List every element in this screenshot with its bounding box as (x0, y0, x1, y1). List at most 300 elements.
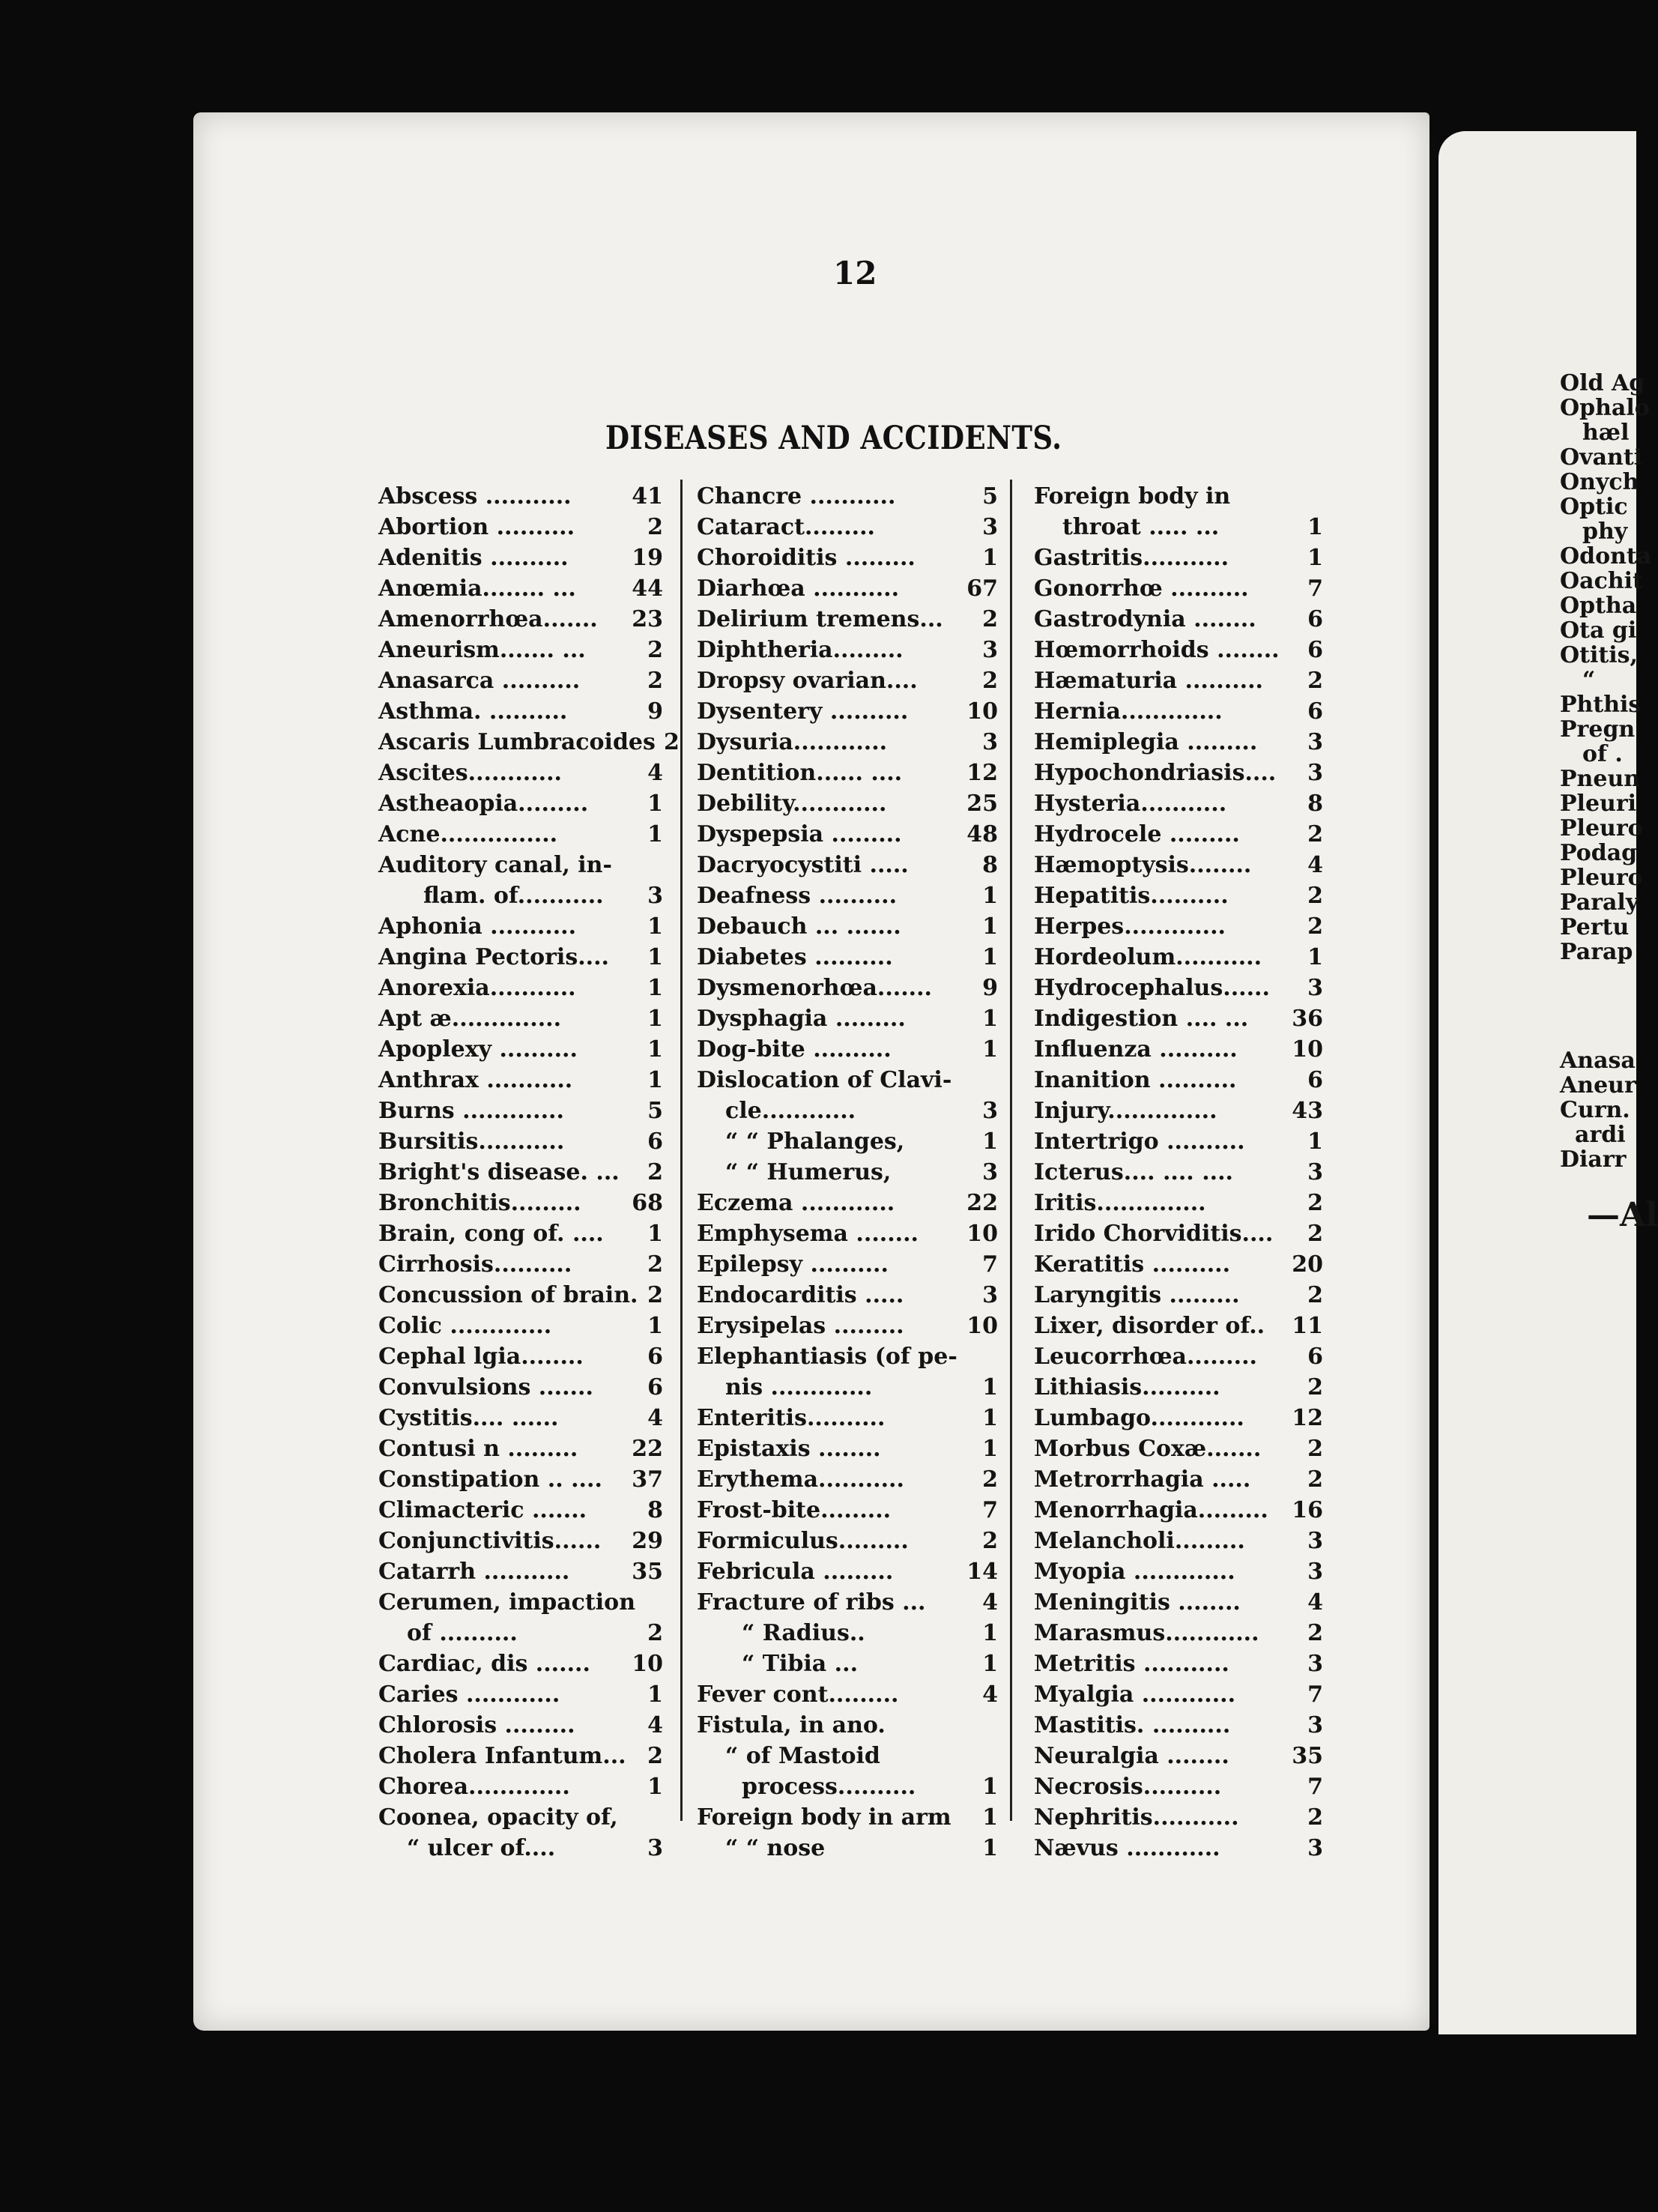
case-count: 3 (1307, 1159, 1323, 1185)
disease-name: Hysteria........... (1034, 791, 1227, 817)
disease-entry (697, 1065, 998, 1096)
disease-name: Dog-bite .......... (697, 1036, 892, 1063)
disease-name: Hordeolum........... (1034, 944, 1262, 970)
case-count: 44 (632, 575, 663, 602)
disease-entry (378, 850, 663, 880)
case-count: 2 (647, 1743, 663, 1769)
disease-entry (378, 1833, 663, 1864)
disease-name: Frost-bite......... (697, 1497, 892, 1523)
disease-name: Fracture of ribs ... (697, 1589, 926, 1616)
case-count: 10 (632, 1651, 663, 1677)
case-count: 2 (982, 1528, 998, 1554)
disease-entry (378, 1771, 663, 1802)
case-count: 36 (1292, 1006, 1323, 1032)
disease-entry (1034, 942, 1323, 973)
disease-name: Constipation .. .... (378, 1466, 602, 1493)
disease-name: Auditory canal, in- (378, 852, 612, 878)
disease-name: Emphysema ........ (697, 1221, 919, 1247)
disease-entry (378, 880, 663, 911)
disease-entry (697, 942, 998, 973)
case-count: 4 (1307, 1589, 1323, 1616)
case-count (642, 1587, 663, 1618)
disease-entry (697, 1526, 998, 1556)
disease-entry (378, 1280, 663, 1311)
disease-entry (378, 1218, 663, 1249)
case-count: 3 (982, 1159, 998, 1185)
case-count: 6 (1307, 606, 1323, 632)
disease-name: Coonea, opacity of, (378, 1804, 618, 1831)
disease-name: Elephantiasis (of pe- (697, 1344, 957, 1370)
disease-entry (1034, 481, 1323, 512)
disease-name: throat ..... ... (1062, 514, 1220, 540)
disease-entry (697, 573, 998, 604)
disease-name: “ “ nose (725, 1835, 826, 1861)
disease-name: Leucorrhœa......... (1034, 1344, 1257, 1370)
case-count: 3 (647, 883, 663, 909)
facing-page-line: Odonta (1560, 543, 1652, 569)
case-count: 19 (632, 545, 663, 571)
disease-entry (1034, 1802, 1323, 1833)
case-count: 1 (1307, 944, 1323, 970)
disease-name: nis ............. (725, 1374, 873, 1400)
facing-page-line: Pneun (1560, 766, 1641, 792)
disease-name: Ascaris Lumbracoides (378, 729, 656, 755)
disease-name: “ “ Phalanges, (725, 1128, 905, 1155)
disease-entry (697, 727, 998, 758)
case-count: 43 (1292, 1098, 1323, 1124)
disease-entry (378, 665, 663, 696)
disease-name: Abscess ........... (378, 483, 572, 510)
disease-entry (1034, 1096, 1323, 1126)
disease-name: Laryngitis ......... (1034, 1282, 1240, 1308)
case-count: 1 (982, 944, 998, 970)
case-count: 3 (982, 1282, 998, 1308)
disease-name: Cirrhosis.......... (378, 1251, 572, 1278)
case-count: 2 (1307, 1620, 1323, 1646)
disease-name: Icterus.... .... .... (1034, 1159, 1233, 1185)
disease-name: Foreign body in (1034, 483, 1231, 510)
case-count: 2 (1307, 883, 1323, 909)
case-count: 2 (1307, 1190, 1323, 1216)
case-count: 48 (966, 821, 998, 847)
case-count: 2 (647, 1620, 663, 1646)
disease-entry (697, 1341, 998, 1372)
disease-entry (697, 758, 998, 788)
disease-entry (1034, 1003, 1323, 1034)
disease-name: Influenza .......... (1034, 1036, 1238, 1063)
disease-name: Febricula ......... (697, 1559, 894, 1585)
disease-name: Anthrax ........... (378, 1067, 573, 1093)
case-count: 6 (647, 1128, 663, 1155)
disease-entry (697, 1649, 998, 1679)
disease-entry (697, 1280, 998, 1311)
disease-name: Catarrh ........... (378, 1559, 570, 1585)
disease-name: Climacteric ....... (378, 1497, 587, 1523)
disease-entry (378, 1003, 663, 1034)
disease-entry (697, 1372, 998, 1403)
case-count: 3 (1307, 760, 1323, 786)
case-count: 1 (1307, 1128, 1323, 1155)
disease-entry (378, 1065, 663, 1096)
disease-entry (1034, 1218, 1323, 1249)
disease-entry (1034, 665, 1323, 696)
case-count: 3 (982, 514, 998, 540)
disease-name: Metritis ........... (1034, 1651, 1229, 1677)
case-count: 2 (1307, 1436, 1323, 1462)
facing-page-line: Oachit (1560, 568, 1643, 594)
case-count: 1 (982, 1436, 998, 1462)
disease-entry (1034, 727, 1323, 758)
disease-name: Anorexia........... (378, 975, 576, 1001)
disease-name: Myopia ............. (1034, 1559, 1235, 1585)
case-count: 2 (1307, 1221, 1323, 1247)
case-count: 12 (966, 760, 998, 786)
case-count: 68 (632, 1190, 663, 1216)
disease-entry (1034, 1403, 1323, 1433)
facing-page-line: Anasa (1560, 1048, 1636, 1074)
disease-name: Dropsy ovarian.... (697, 668, 918, 694)
disease-name: Neuralgia ........ (1034, 1743, 1229, 1769)
disease-entry (1034, 758, 1323, 788)
case-count: 7 (982, 1251, 998, 1278)
disease-entry (1034, 819, 1323, 850)
disease-entry (378, 1587, 663, 1618)
case-count: 4 (647, 760, 663, 786)
case-count: 7 (1307, 1681, 1323, 1708)
disease-name: Dyspepsia ......... (697, 821, 902, 847)
disease-entry (378, 1034, 663, 1065)
disease-entry (1034, 1833, 1323, 1864)
case-count: 2 (647, 1251, 663, 1278)
facing-page-line: Ota gi (1560, 617, 1637, 644)
disease-entry (697, 1679, 998, 1710)
case-count: 10 (966, 1313, 998, 1339)
disease-name: Lithiasis.......... (1034, 1374, 1220, 1400)
disease-entry (378, 512, 663, 543)
disease-entry (378, 1311, 663, 1341)
case-count: 6 (647, 1374, 663, 1400)
disease-name: “ “ Humerus, (725, 1159, 892, 1185)
disease-entry (1034, 1188, 1323, 1218)
disease-name: Caries ............ (378, 1681, 560, 1708)
case-count: 3 (1307, 1528, 1323, 1554)
case-count (977, 1341, 998, 1372)
case-count: 1 (647, 1221, 663, 1247)
disease-name: Aneurism....... ... (378, 637, 586, 663)
disease-entry (1034, 512, 1323, 543)
disease-name: “ ulcer of.... (407, 1835, 556, 1861)
facing-page-line: phy (1582, 519, 1628, 545)
facing-page-line: Aneur (1560, 1072, 1636, 1099)
case-count: 3 (982, 1098, 998, 1124)
disease-entry (1034, 1495, 1323, 1526)
case-count: 1 (647, 1774, 663, 1800)
disease-name: Diabetes .......... (697, 944, 893, 970)
case-count: 3 (1307, 1835, 1323, 1861)
disease-name: Asthma. .......... (378, 698, 568, 725)
disease-name: Metrorrhagia ..... (1034, 1466, 1251, 1493)
disease-entry (378, 1802, 663, 1833)
disease-name: Fistula, in ano. (697, 1712, 886, 1738)
case-count: 7 (982, 1497, 998, 1523)
case-count: 2 (1307, 1804, 1323, 1831)
case-count: 7 (1307, 1774, 1323, 1800)
disease-name: Brain, cong of. .... (378, 1221, 604, 1247)
page-title: DISEASES AND ACCIDENTS. (605, 420, 1062, 457)
case-count (977, 1065, 998, 1096)
facing-page-line: Podag (1560, 840, 1638, 866)
disease-entry (1034, 1311, 1323, 1341)
disease-entry (697, 1034, 998, 1065)
case-count: 8 (1307, 791, 1323, 817)
facing-page-line: Otitis, (1560, 642, 1638, 668)
disease-entry (1034, 1341, 1323, 1372)
disease-entry (697, 1218, 998, 1249)
disease-name: Dysuria............ (697, 729, 888, 755)
disease-entry (378, 573, 663, 604)
disease-name: Dysphagia ......... (697, 1006, 906, 1032)
disease-name: Epilepsy .......... (697, 1251, 889, 1278)
disease-name: Hemiplegia ......... (1034, 729, 1258, 755)
case-count: 1 (982, 883, 998, 909)
disease-entry (1034, 1679, 1323, 1710)
case-count: 25 (966, 791, 998, 817)
case-count: 12 (1292, 1405, 1323, 1431)
facing-page-line: Curn. (1560, 1097, 1630, 1123)
case-count: 4 (647, 1712, 663, 1738)
disease-name: Acne............... (378, 821, 558, 847)
disease-entry (378, 1526, 663, 1556)
disease-entry (378, 635, 663, 665)
facing-page-line: Pleuro (1560, 865, 1643, 891)
disease-entry (1034, 1034, 1323, 1065)
disease-name: Morbus Coxæ....... (1034, 1436, 1262, 1462)
case-count: 1 (1307, 514, 1323, 540)
disease-entry (378, 973, 663, 1003)
disease-entry (378, 1741, 663, 1771)
case-count: 1 (1307, 545, 1323, 571)
case-count: 16 (1292, 1497, 1323, 1523)
disease-entry (378, 543, 663, 573)
disease-name: Nephritis........... (1034, 1804, 1239, 1831)
disease-entry (1034, 1710, 1323, 1741)
case-count: 1 (982, 1006, 998, 1032)
disease-name: Chancre ........... (697, 483, 896, 510)
disease-entry (697, 481, 998, 512)
disease-name: Meningitis ........ (1034, 1589, 1241, 1616)
case-count (977, 1710, 998, 1741)
disease-entry (697, 696, 998, 727)
disease-entry (1034, 1065, 1323, 1096)
case-count: 2 (647, 514, 663, 540)
disease-entry (697, 1710, 998, 1741)
case-count: 20 (1292, 1251, 1323, 1278)
case-count: 6 (1307, 637, 1323, 663)
disease-name: Erysipelas ......... (697, 1313, 904, 1339)
disease-entry (1034, 1741, 1323, 1771)
disease-entry (697, 1003, 998, 1034)
disease-name: Mastitis. .......... (1034, 1712, 1231, 1738)
disease-entry (1034, 543, 1323, 573)
disease-name: Deafness .......... (697, 883, 898, 909)
facing-page-line: Pleuro (1560, 815, 1643, 841)
disease-name: Anasarca .......... (378, 668, 581, 694)
disease-name: Herpes............. (1034, 913, 1226, 940)
column-divider-1 (680, 480, 683, 1821)
facing-page-line: Phthis (1560, 692, 1642, 718)
case-count: 5 (982, 483, 998, 510)
case-count: 1 (982, 1774, 998, 1800)
case-count: 4 (982, 1589, 998, 1616)
case-count: 1 (647, 791, 663, 817)
disease-name: Colic ............. (378, 1313, 552, 1339)
disease-entry (1034, 1433, 1323, 1464)
disease-entry (378, 1126, 663, 1157)
disease-entry (378, 1710, 663, 1741)
disease-name: Endocarditis ..... (697, 1282, 904, 1308)
facing-page-line: Pertu (1560, 914, 1630, 940)
disease-entry (1034, 1126, 1323, 1157)
disease-name: Lumbago............ (1034, 1405, 1244, 1431)
case-count: 67 (966, 575, 998, 602)
disease-entry (378, 1249, 663, 1280)
disease-entry (1034, 1372, 1323, 1403)
disease-column-3 (1034, 481, 1323, 1864)
case-count: 3 (1307, 729, 1323, 755)
disease-name: Chlorosis ......... (378, 1712, 575, 1738)
case-count: 35 (632, 1559, 663, 1585)
disease-name: Dislocation of Clavi- (697, 1067, 952, 1093)
disease-name: Ascites............ (378, 760, 562, 786)
case-count: 2 (1307, 1466, 1323, 1493)
disease-name: Intertrigo .......... (1034, 1128, 1245, 1155)
disease-entry (1034, 973, 1323, 1003)
disease-name: Apoplexy .......... (378, 1036, 578, 1063)
disease-name: cle............ (725, 1098, 856, 1124)
case-count: 9 (982, 975, 998, 1001)
disease-entry (378, 1618, 663, 1649)
case-count: 5 (647, 1098, 663, 1124)
disease-entry (697, 665, 998, 696)
case-count: 8 (647, 1497, 663, 1523)
disease-name: Irido Chorviditis.... (1034, 1221, 1274, 1247)
case-count: 1 (647, 1036, 663, 1063)
disease-entry (697, 911, 998, 942)
disease-name: Dysentery .......... (697, 698, 909, 725)
case-count: 1 (982, 1835, 998, 1861)
disease-name: Marasmus............ (1034, 1620, 1259, 1646)
disease-name: Inanition .......... (1034, 1067, 1237, 1093)
disease-entry (378, 1679, 663, 1710)
disease-entry (378, 1495, 663, 1526)
disease-entry (697, 880, 998, 911)
disease-name: Fever cont......... (697, 1681, 899, 1708)
disease-name: Amenorrhœa....... (378, 606, 598, 632)
disease-name: “ of Mastoid (725, 1743, 880, 1769)
disease-entry (378, 911, 663, 942)
disease-entry (1034, 880, 1323, 911)
facing-page-text (1560, 371, 1658, 1238)
facing-page-line: ardi (1575, 1122, 1626, 1148)
disease-entry (378, 1157, 663, 1188)
case-count: 10 (1292, 1036, 1323, 1063)
disease-name: Aphonia ........... (378, 913, 577, 940)
disease-entry (1034, 788, 1323, 819)
disease-name: Choroiditis ......... (697, 545, 916, 571)
disease-name: Erythema........... (697, 1466, 904, 1493)
case-count: 2 (647, 637, 663, 663)
disease-entry (378, 758, 663, 788)
disease-entry (378, 727, 680, 758)
disease-name: Enteritis.......... (697, 1405, 886, 1431)
case-count: 3 (982, 637, 998, 663)
disease-entry (378, 788, 663, 819)
disease-name: Abortion .......... (378, 514, 575, 540)
case-count (977, 1741, 998, 1771)
disease-name: Nævus ............ (1034, 1835, 1220, 1861)
disease-name: Keratitis .......... (1034, 1251, 1231, 1278)
disease-entry (378, 1188, 663, 1218)
case-count: 2 (647, 1282, 663, 1308)
disease-name: of .......... (407, 1620, 518, 1646)
disease-entry (697, 819, 998, 850)
disease-entry (1034, 911, 1323, 942)
disease-entry (1034, 1587, 1323, 1618)
case-count: 10 (966, 698, 998, 725)
disease-name: Lixer, disorder of.. (1034, 1313, 1265, 1339)
disease-entry (697, 604, 998, 635)
case-count: 1 (982, 1620, 998, 1646)
case-count: 3 (1307, 975, 1323, 1001)
case-count: 3 (1307, 1559, 1323, 1585)
disease-name: Gastritis........... (1034, 545, 1229, 571)
case-count: 2 (1307, 1282, 1323, 1308)
disease-name: Debility............ (697, 791, 887, 817)
disease-name: Astheaopia......... (378, 791, 589, 817)
disease-name: Cephal lgia........ (378, 1344, 584, 1370)
disease-name: Contusi n ......... (378, 1436, 578, 1462)
disease-name: Dysmenorhœa....... (697, 975, 932, 1001)
disease-name: Convulsions ....... (378, 1374, 593, 1400)
case-count: 1 (982, 1036, 998, 1063)
disease-name: Hypochondriasis.... (1034, 760, 1277, 786)
case-count: 10 (966, 1221, 998, 1247)
disease-name: Epistaxis ........ (697, 1436, 881, 1462)
case-count: 4 (647, 1405, 663, 1431)
disease-name: Menorrhagia......... (1034, 1497, 1268, 1523)
case-count: 1 (982, 1374, 998, 1400)
disease-name: Hydrocephalus...... (1034, 975, 1270, 1001)
case-count: 6 (1307, 1067, 1323, 1093)
disease-name: Concussion of brain. (378, 1282, 638, 1308)
disease-entry (697, 1403, 998, 1433)
case-count: 1 (647, 1067, 663, 1093)
case-count: 11 (1292, 1313, 1323, 1339)
facing-page-gap (1560, 964, 1658, 1048)
disease-name: Cardiac, dis ....... (378, 1651, 590, 1677)
disease-entry (697, 512, 998, 543)
disease-name: Hæmoptysis........ (1034, 852, 1252, 878)
case-count: 4 (982, 1681, 998, 1708)
case-count: 1 (647, 944, 663, 970)
disease-entry (697, 635, 998, 665)
disease-entry (1034, 604, 1323, 635)
disease-name: Burns ............. (378, 1098, 564, 1124)
disease-name: Formiculus......... (697, 1528, 909, 1554)
disease-name: Apt æ.............. (378, 1006, 562, 1032)
disease-entry (697, 788, 998, 819)
disease-entry (1034, 850, 1323, 880)
